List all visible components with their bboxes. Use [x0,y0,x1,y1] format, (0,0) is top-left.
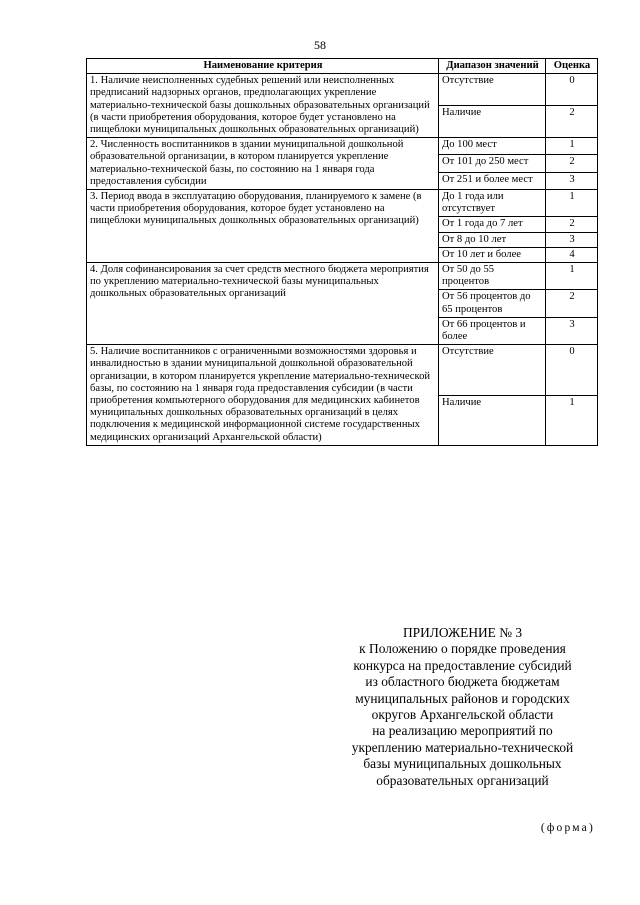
range-value: Отсутствие [439,345,546,395]
range-value: От 66 процентов и более [439,317,546,344]
criterion-name: 4. Доля софинансирования за счет средств местного бюджета мероприятия по укреплению материально-технической базы муниципальных дошкольных образовательных организаций [87,263,439,345]
score-value: 2 [546,106,598,138]
range-value: Отсутствие [439,74,546,106]
table-row [87,263,598,290]
range-value: От 50 до 55 процентов [439,263,546,290]
score-value: 2 [546,217,598,232]
appendix-line: укреплению материально-технической [351,739,574,755]
score-value: 2 [546,290,598,317]
table-header-row [87,59,598,74]
header-range: Диапазон значений [439,59,546,74]
range-value: От 251 и более мест [439,172,546,189]
range-value: От 1 года до 7 лет [439,217,546,232]
criterion-name: 3. Период ввода в эксплуатацию оборудования, планируемого к замене (в части приобретения оборудования, которое будет установлено на пищеблоки муниципальных дошкольных образовательных организаций) [87,190,439,263]
criteria-table [86,58,598,446]
page-number: 58 [314,38,326,52]
range-value: До 100 мест [439,138,546,155]
table-row [87,190,598,217]
range-value: От 101 до 250 мест [439,155,546,172]
appendix-line: муниципальных районов и городских [355,690,570,706]
table-row [87,74,598,106]
criterion-name: 1. Наличие неисполненных судебных решений или неисполненных предписаний надзорных органов, предполагающих укрепление материально-технической базы дошкольных образовательных организаций (в части приобретения оборудования, которое будет установлено на пищеблоки муниципальных дошкольных образовательных организаций) [87,74,439,138]
appendix-line: образовательных организаций [376,772,549,788]
score-value: 3 [546,172,598,189]
appendix-line: конкурса на предоставление субсидий [353,657,572,673]
range-value: До 1 года или отсутствует [439,190,546,217]
score-value: 3 [546,232,598,247]
range-value: Наличие [439,106,546,138]
appendix-line: из областного бюджета бюджетам [365,674,560,690]
score-value: 2 [546,155,598,172]
table-row [87,345,598,395]
table-row [87,138,598,155]
appendix-line: к Положению о порядке проведения [359,641,566,657]
range-value: От 8 до 10 лет [439,232,546,247]
header-criterion: Наименование критерия [87,59,439,74]
appendix-line: на реализацию мероприятий по [372,723,553,739]
range-value: От 10 лет и более [439,247,546,262]
criterion-name: 2. Численность воспитанников в здании муниципальной дошкольной образовательной организации, в котором планируется укрепление материально-технической базы, по состоянию на 1 января года предоставления субсидии [87,138,439,190]
appendix-lines [320,641,605,789]
range-value: От 56 процентов до 65 процентов [439,290,546,317]
score-value: 1 [546,395,598,445]
appendix-line: базы муниципальных дошкольных [363,756,562,772]
score-value: 3 [546,317,598,344]
header-score: Оценка [546,59,598,74]
form-label: (форма) [540,822,595,834]
appendix-title: ПРИЛОЖЕНИЕ № 3 [402,625,523,640]
score-value: 1 [546,190,598,217]
range-value: Наличие [439,395,546,445]
score-value: 1 [546,138,598,155]
score-value: 0 [546,345,598,395]
criterion-name: 5. Наличие воспитанников с ограниченными возможностями здоровья и инвалидностью в здании муниципальной дошкольной образовательной организации, в котором планируется укрепление материально-технической базы, по состоянию на 1 января года предоставления субсидии (в части приобретения компьютерного оборудования для медицинских кабинетов муниципальных дошкольных образовательных организаций в целях подключения к медицинской информационной системе государственных медицинских организаций Архангельской области) [87,345,439,446]
table-body [87,74,598,446]
score-value: 0 [546,74,598,106]
score-value: 4 [546,247,598,262]
score-value: 1 [546,263,598,290]
appendix-block [320,625,605,789]
appendix-line: округов Архангельской области [371,707,554,723]
